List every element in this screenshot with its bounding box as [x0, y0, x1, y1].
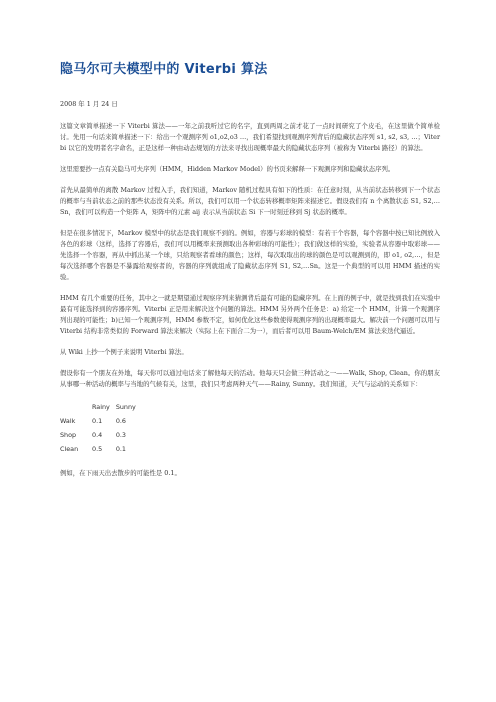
- table-row: [60, 414, 142, 428]
- paragraph-friend-story: 假设你有一个朋友在外地，每天你可以通过电话来了解他每天的活动。他每天只会做三种活动之一——Walk, Shop, Clean。你的朋友从事哪一种活动的概率与当地的气候有关，这里，我们只考虑两种天气——Rainy, Sunny。我们知道，天气与运动的关系如下：: [60, 369, 440, 388]
- post-date: 2008 年 1 月 24 日: [60, 100, 118, 108]
- paragraph-hmm-note: 这里需要抄一点有关隐马可夫序列（HMM，Hidden Markov Model）的书页来解释一下观测序列和隐藏状态序列。: [60, 165, 395, 173]
- table-cell: 0.1: [115, 445, 126, 453]
- paragraph-wiki-example: 从 Wiki 上抄一个例子来说明 Viterbi 算法。: [60, 348, 188, 356]
- paragraph-hmm-tasks: HMM 有几个重要的任务，其中之一就是期望通过观察序列来猜测背后最有可能的隐藏序列。在上面的例子中，就是找到我们在实验中最有可能选择到的容器序列。Viterbi 正是用来解决这个问题的算法。HMM 另外两个任务是：a) 给定一个 HMM，计算一个观测序列出现的可能性；b)已知一个观测序列，HMM 参数不定，如何优化这些参数使得观测序列的出现概率最大。解决前一个问题可以用与 Viterbi 结构非常类似的 Forward 算法来解决（实际上在下面合二为一），而后者可以用 Baum-Welch/EM 算法来迭代逼近。: [60, 294, 440, 335]
- table-header-row: [60, 400, 142, 414]
- paragraph-intro: 这篇文章简单描述一下 Viterbi 算法——一年之前我听过它的名字，直到两周之前才花了一点时间研究了个皮毛，在这里做个简单检讨。先用一句话来简单描述一下：给出一个观测序列 o1,o2,o3 …，我们希望找到观测序列背后的隐藏状态序列 s1, s2, s3, …；Viterbi 以它的发明者名字命名，正是这样一种由动态规划的方法来寻找出现概率最大的隐藏状态序列（被称为 Viterbi 路径）的算法。: [60, 122, 440, 152]
- row-label: Clean: [60, 445, 79, 453]
- paragraph-footer-example: 例如，在下雨天出去散步的可能性是 0.1。: [60, 469, 181, 477]
- paragraph-markov: 首先从最简单的离散 Markov 过程入手，我们知道，Markov 随机过程具有如下的性质：在任意时刻，从当前状态转移到下一个状态的概率与当前状态之前的那些状态没有关系。所以，我们可以用一个状态转移概率矩阵来描述它。假设我们有 n 个离散状态 S1, S2,…Sn，我们可以构造一个矩阵 A，矩阵中的元素 aij 表示从当前状态 Si 下一时刻迁移到 Sj 状态的概率。: [60, 186, 440, 216]
- table-cell: 0.4: [92, 431, 103, 439]
- table-header-rainy: Rainy: [92, 403, 110, 411]
- page-title: 隐马尔可夫模型中的 Viterbi 算法: [60, 62, 268, 77]
- table-row: [60, 442, 142, 456]
- paragraph-urn-example: 但是在很多情况下，Markov 模型中的状态是我们观察不到的。例如，容器与彩球的模型：有若干个容器，每个容器中按已知比例放入各色的彩球（这样，选择了容器后，我们可以用概率来预测取出各种彩球的可能性）；我们做这样的实验，实验者从容器中取彩球——先选择一个容器，再从中抓出某一个球，只给观察者看球的颜色；这样，每次取取出的球的颜色是可以观测到的，即 o1, o2,…，但是每次选择哪个容器是不暴露给观察者的，容器的序列就组成了隐藏状态序列 S1, S2,…Sn。这是一个典型的可以用 HMM 描述的实验。: [60, 229, 440, 281]
- table-cell: 0.5: [92, 445, 103, 453]
- table-header-sunny: Sunny: [115, 403, 136, 411]
- emission-table: [60, 400, 142, 456]
- table-cell: 0.1: [92, 417, 103, 425]
- table-row: [60, 428, 142, 442]
- table-cell: 0.6: [115, 417, 126, 425]
- row-label: Shop: [60, 431, 77, 439]
- table-cell: 0.3: [115, 431, 126, 439]
- document-page: [60, 58, 440, 489]
- row-label: Walk: [60, 417, 76, 425]
